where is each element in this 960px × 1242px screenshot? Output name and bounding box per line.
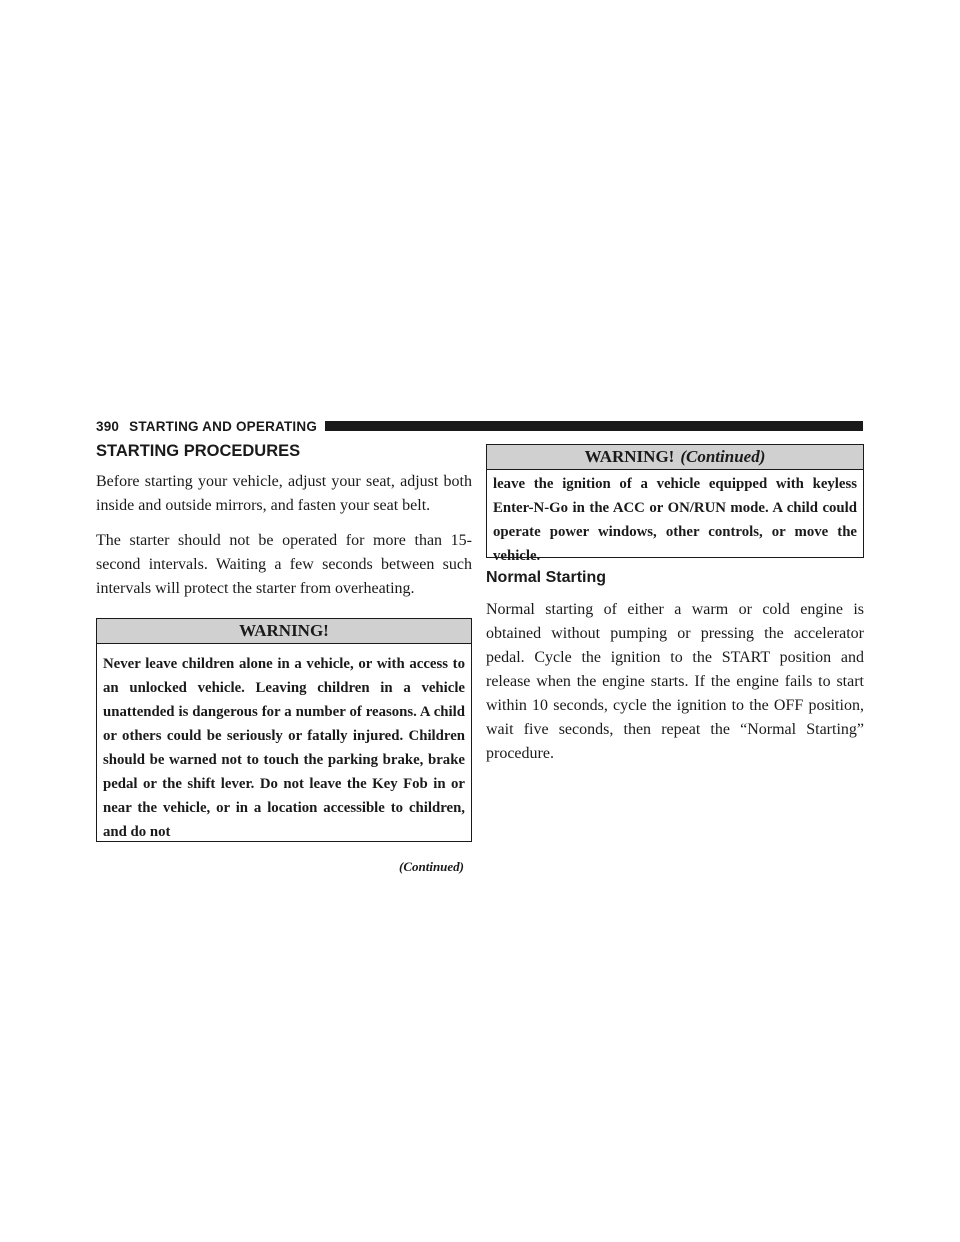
continued-note: (Continued) xyxy=(398,859,464,874)
section-title: STARTING PROCEDURES xyxy=(96,442,301,460)
paragraph-normal-starting: Normal starting of either a warm or cold engine is obtained without pumping or pressing the accelerator pedal. Cycle the ignition to the START position and release when the engine starts. If the engine fails to start within 10 seconds, cycle the ignition to the OFF position, wait five seconds, then repeat the “Normal Starting” procedure. xyxy=(486,601,864,762)
paragraph-seat-adjust: Before starting your vehicle, adjust your seat, adjust both inside and outside mirrors, and fasten your seat belt. xyxy=(96,473,472,514)
page-header xyxy=(96,418,863,434)
warning-box xyxy=(96,618,472,842)
warning-box-continued xyxy=(486,444,864,564)
paragraph-starter-intervals: The starter should not be operated for more than 15-second intervals. Waiting a few seconds between such intervals will protect the starter from overheating. xyxy=(96,532,472,597)
warning-text: Never leave children alone in a vehicle, or with access to an unlocked vehicle. Leaving children in a vehicle unattended is dangerous for a number of reasons. A child or others could be seriously or fatally injured. Children should be warned not to touch the parking brake, brake pedal or the shift lever. Do not leave the Key Fob in or near the vehicle, or in a location accessible to children, and do not xyxy=(103,656,465,840)
warning-heading-suffix: (Continued) xyxy=(680,447,766,466)
warning-heading xyxy=(97,619,471,644)
right-column xyxy=(486,444,864,766)
warning-text-continued: leave the ignition of a vehicle equipped with keyless Enter-N-Go in the ACC or ON/RUN mode. A child could operate power windows, other controls, or move the vehicle. xyxy=(493,476,857,564)
header-rule xyxy=(325,421,863,431)
left-column xyxy=(96,440,472,875)
warning-heading-continued xyxy=(487,445,863,470)
warning-heading-label: WARNING! xyxy=(584,447,675,466)
running-section-title: STARTING AND OPERATING xyxy=(129,418,318,434)
warning-heading-label: WARNING! xyxy=(239,621,329,640)
subsection-title: Normal Starting xyxy=(486,569,607,586)
page-number: 390 xyxy=(96,418,120,434)
